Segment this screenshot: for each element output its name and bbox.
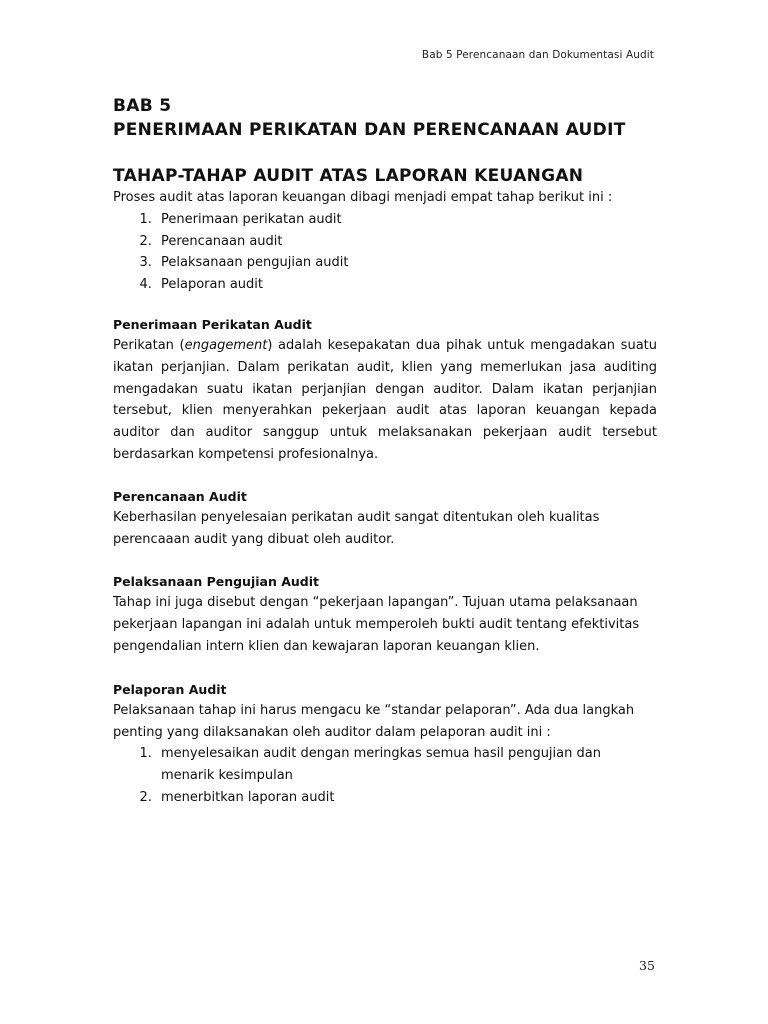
running-header: Bab 5 Perencanaan dan Dokumentasi Audit [421,49,654,61]
list-item: 2. menerbitkan laporan audit [156,787,657,809]
penerimaan-heading: Penerimaan Perikatan Audit [113,316,312,332]
list-item: 4. Pelaporan audit [156,274,657,296]
page-content [113,94,657,809]
list-item: 3. Pelaksanaan pengujian audit [156,252,657,274]
pelaksanaan-heading: Pelaksanaan Pengujian Audit [113,574,319,590]
list-item: 2. Perencanaan audit [156,231,657,253]
perencanaan-paragraph: Keberhasilan penyelesaian perikatan audit sangat ditentukan oleh kualitas perencaaan audit yang dibuat oleh auditor. [113,509,600,547]
section-title: TAHAP-TAHAP AUDIT ATAS LAPORAN KEUANGAN [113,166,584,186]
chapter-title: PENERIMAAN PERIKATAN DAN PERENCANAAN AUDIT [113,120,626,140]
pelaporan-steps-list [113,743,657,808]
pelaksanaan-paragraph: Tahap ini juga disebut dengan “pekerjaan lapangan”. Tujuan utama pelaksanaan pekerjaan lapangan ini adalah untuk memperoleh bukti audit tentang efektivitas pengendalian intern klien dan kewajaran laporan keuangan klien. [113,595,640,654]
engagement-term: engagement [184,337,268,353]
list-item: 1. menyelesaikan audit dengan meringkas semua hasil pengujian dan menarik kesimpulan [156,743,657,787]
list-item: 1. Penerimaan perikatan audit [156,209,657,231]
pelaporan-paragraph: Pelaksanaan tahap ini harus mengacu ke “standar pelaporan”. Ada dua langkah penting yang dilaksanakan oleh auditor dalam pelaporan audit ini : [113,702,635,740]
page-number: 35 [639,958,655,973]
perencanaan-heading: Perencanaan Audit [113,488,247,504]
pelaporan-heading: Pelaporan Audit [113,681,227,697]
stages-list [113,209,657,296]
penerimaan-paragraph [113,335,657,466]
chapter-heading [113,94,657,142]
section-intro: Proses audit atas laporan keuangan dibagi menjadi empat tahap berikut ini : [113,190,613,205]
penerimaan-text-rest: ) adalah kesepakatan dua pihak untuk mengadakan suatu ikatan perjanjian. Dalam perikatan audit, klien yang memerlukan jasa auditing mengadakan suatu ikatan perjanjian dengan auditor. Dalam ikatan perjanjian tersebut, klien menyerahkan pekerjaan audit atas laporan keuangan kepada auditor dan auditor sanggup untuk melaksanakan pekerjaan audit tersebut berdasarkan kompetensi profesionalnya. [113,337,657,462]
chapter-number: BAB 5 [113,96,172,116]
penerimaan-text-start: Perikatan ( [113,337,185,353]
